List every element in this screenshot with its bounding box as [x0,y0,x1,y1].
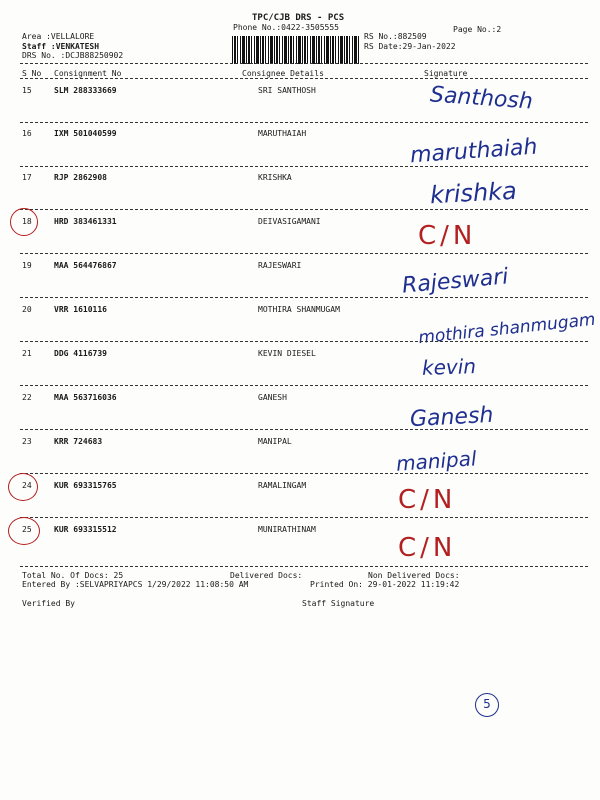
row-divider [20,429,588,430]
row-divider [20,517,588,518]
barcode-image [232,36,360,64]
row-divider [20,209,588,210]
row-consignment: VRR 1610116 [54,305,107,314]
row-consignment: HRD 383461331 [54,217,117,226]
col-consignment: Consignment No [54,69,122,78]
row-sno: 15 [22,86,32,95]
row-signature: mothira shanmugam [417,309,597,349]
row-signature: C/N [418,221,477,251]
row-signature: Santhosh [429,82,534,115]
row-consignment: KUR 693315765 [54,481,117,490]
delivered-docs: Delivered Docs: [230,571,303,580]
row-divider [20,253,588,254]
row-consignment: DDG 4116739 [54,349,107,358]
row-consignee: SRI SANTHOSH [258,86,316,95]
row-divider [20,341,588,342]
verified-by: Verified By [22,599,75,608]
page-number: Page No.:2 [453,25,502,34]
col-sno: S No [22,69,42,78]
row-consignment: MAA 564476867 [54,261,117,270]
row-consignee: MUNIRATHINAM [258,525,316,534]
table-row [0,525,600,567]
rs-date: RS Date:29-Jan-2022 [364,42,456,51]
row-consignee: RAMALINGAM [258,481,307,490]
entered-by: Entered By :SELVAPRIYAPCS 1/29/2022 11:08:50 AM [22,580,249,589]
row-consignment: KUR 693315512 [54,525,117,534]
row-sno: 19 [22,261,32,270]
row-consignee: DEIVASIGAMANI [258,217,321,226]
row-sno: 16 [22,129,32,138]
row-consignment: RJP 2862908 [54,173,107,182]
document-title: TPC/CJB DRS - PCS [252,13,345,23]
row-sno: 21 [22,349,32,358]
row-sno: 24 [22,481,32,490]
row-signature: krishka [429,176,518,210]
row-sno: 17 [22,173,32,182]
row-consignment: KRR 724683 [54,437,103,446]
row-sno: 25 [22,525,32,534]
staff-signature: Staff Signature [302,599,375,608]
row-consignee: MARUTHAIAH [258,129,307,138]
total-docs: Total No. Of Docs: 25 [22,571,124,580]
area-label: Area :VELLALORE [22,32,95,41]
page-count-mark: 5 [475,693,499,717]
row-consignee: MANIPAL [258,437,292,446]
rs-number: RS No.:882509 [364,32,427,41]
columns-divider [20,78,588,79]
header-divider [20,63,588,64]
row-consignment: IXM 501040599 [54,129,117,138]
row-signature: manipal [395,446,478,476]
row-divider [20,122,588,123]
row-divider [20,297,588,298]
table-bottom-divider [20,566,588,567]
row-signature: C/N [398,485,457,515]
non-delivered-docs: Non Delivered Docs: [368,571,460,580]
col-consignee: Consignee Details [242,69,324,78]
drs-number: DRS No. :DCJB88250902 [22,51,124,60]
row-signature: maruthaiah [409,134,539,169]
table-row [0,129,600,171]
row-sno: 20 [22,305,32,314]
row-consignee: KEVIN DIESEL [258,349,316,358]
row-consignee: GANESH [258,393,287,402]
row-divider [20,166,588,167]
row-sno: 18 [22,217,32,226]
col-signature: Signature [424,69,468,78]
row-signature: Rajeswari [401,264,510,299]
row-signature: Ganesh [409,402,495,433]
row-divider [20,473,588,474]
row-consignment: MAA 563716036 [54,393,117,402]
row-consignee: RAJESWARI [258,261,302,270]
row-divider [20,385,588,386]
row-signature: kevin [421,354,477,380]
phone-number: Phone No.:0422-3505555 [233,23,339,32]
row-consignee: KRISHKA [258,173,292,182]
row-consignment: SLM 288333669 [54,86,117,95]
row-consignee: MOTHIRA SHANMUGAM [258,305,340,314]
printed-on: Printed On: 29-01-2022 11:19:42 [310,580,460,589]
row-signature: C/N [398,533,457,563]
staff-label: Staff :VENKATESH [22,42,100,51]
row-sno: 22 [22,393,32,402]
row-sno: 23 [22,437,32,446]
